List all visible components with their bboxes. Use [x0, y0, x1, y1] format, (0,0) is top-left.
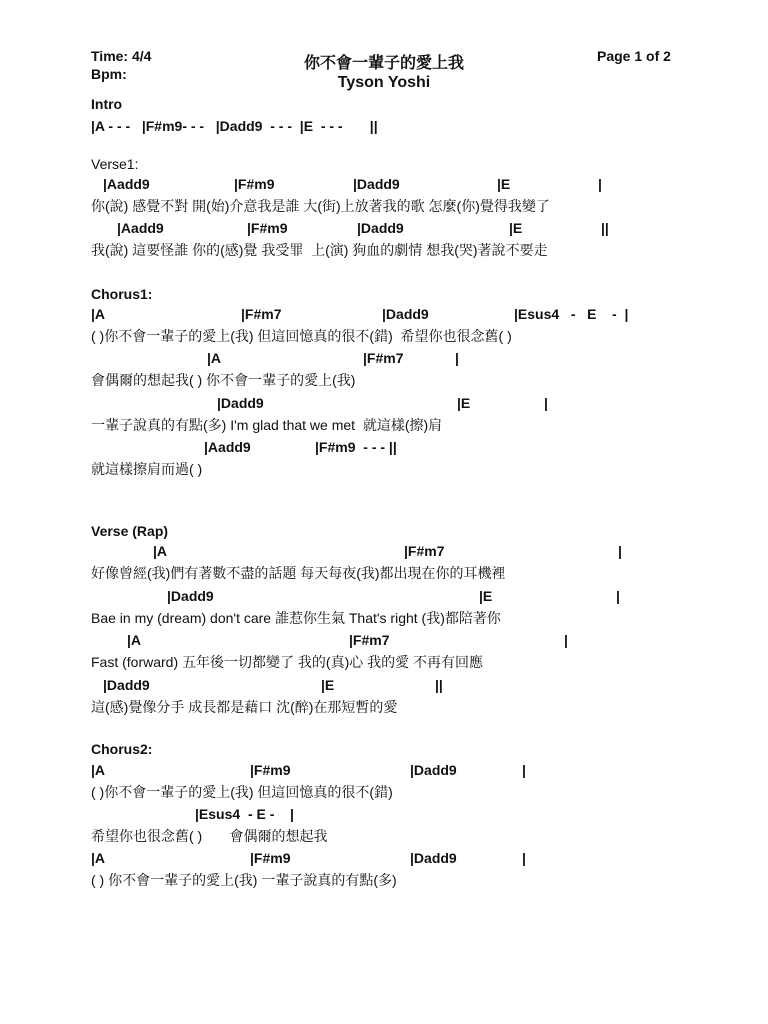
chord: |E: [457, 395, 471, 411]
lyric-line: Verse1:: [91, 156, 139, 172]
section-line: Intro: [91, 96, 123, 112]
section-line: |A - - - |F#m9- - - |Dadd9 - - - |E - - - ||: [91, 118, 378, 134]
chord: |F#m9: [234, 176, 275, 192]
chord: |F#m7: [349, 632, 390, 648]
chord-line: [91, 436, 751, 458]
chord: |Esus4 - E - |: [514, 306, 629, 322]
chord: |Esus4 - E - |: [195, 806, 294, 822]
chord-line: [91, 217, 751, 239]
chord: |Aadd9: [103, 176, 150, 192]
chord: |E: [321, 677, 335, 693]
chord-line: [91, 759, 751, 781]
chord: |F#m7: [363, 350, 404, 366]
chord: |A: [207, 350, 222, 366]
lyric-line: 這(感)覺像分手 成長都是藉口 沈(醉)在那短暫的愛: [91, 699, 398, 715]
lyric-line: 好像曾經(我)們有著數不盡的話題 每天每夜(我)都出現在你的耳機裡: [91, 565, 506, 581]
chord-line: [91, 629, 751, 651]
chord-line: [91, 303, 751, 325]
chord: |E: [479, 588, 493, 604]
chord: |: [618, 543, 622, 559]
chord-line: [91, 803, 751, 825]
song-title: 你不會一輩子的愛上我: [303, 55, 464, 72]
lyric-line: ( )你不會一輩子的愛上(我) 但這回憶真的很不(錯) 希望你也很念舊( ): [91, 328, 512, 344]
lyric-line: 會偶爾的想起我( ) 你不會一輩子的愛上(我): [91, 372, 356, 388]
chord: |A: [91, 306, 106, 322]
chord-line: [91, 585, 751, 607]
chord: |: [564, 632, 568, 648]
chord-line: [91, 847, 751, 869]
chord: |E: [509, 220, 523, 236]
chord: |Aadd9: [117, 220, 164, 236]
chord: |F#m9 - - - ||: [315, 439, 397, 455]
lyric-line: 就這樣擦肩而過( ): [91, 461, 203, 477]
time-signature: Time: 4/4: [91, 48, 152, 64]
chord: |A: [127, 632, 142, 648]
chord: |A: [153, 543, 168, 559]
chord: |Aadd9: [204, 439, 251, 455]
chord: |A: [91, 850, 106, 866]
chord: |F#m9: [250, 762, 291, 778]
bpm-label: Bpm:: [91, 66, 127, 82]
chord: ||: [601, 220, 609, 236]
chord: |Dadd9: [410, 762, 457, 778]
chord: |Dadd9: [357, 220, 404, 236]
chord: |A: [91, 762, 106, 778]
chord: ||: [435, 677, 443, 693]
chord: |: [455, 350, 459, 366]
chord: |F#m7: [404, 543, 445, 559]
chord: |: [544, 395, 548, 411]
chord-line: [91, 540, 751, 562]
lyric-line: ( )你不會一輩子的愛上(我) 但這回憶真的很不(錯): [91, 784, 393, 800]
chord: |Dadd9: [103, 677, 150, 693]
chord: |: [522, 850, 526, 866]
lyric-line: ( ) 你不會一輩子的愛上(我) 一輩子說真的有點(多): [91, 872, 397, 888]
lyric-line: 一輩子說真的有點(多) I'm glad that we met 就這樣(擦)肩: [91, 417, 443, 433]
chord: |E: [497, 176, 511, 192]
chord: |F#m9: [247, 220, 288, 236]
chord: |: [598, 176, 602, 192]
lyric-line: 希望你也很念舊( ) 會偶爾的想起我: [91, 828, 328, 844]
chord: |Dadd9: [167, 588, 214, 604]
lyric-line: 我(說) 這要怪誰 你的(感)覺 我受罪 上(演) 狗血的劇情 想我(哭)著說不要走: [91, 242, 548, 258]
chord: |: [522, 762, 526, 778]
section-line: Chorus2:: [91, 741, 153, 757]
chord-line: [91, 674, 751, 696]
lyric-line: 你(說) 感覺不對 開(始)介意我是誰 大(街)上放著我的歌 怎麼(你)覺得我變了: [91, 198, 550, 214]
chord: |: [616, 588, 620, 604]
artist-name: Tyson Yoshi: [337, 74, 431, 91]
chord: |Dadd9: [353, 176, 400, 192]
page-number: Page 1 of 2: [597, 48, 671, 64]
chord: |Dadd9: [382, 306, 429, 322]
chord-line: [91, 392, 751, 414]
lyric-line: Fast (forward) 五年後一切都變了 我的(真)心 我的愛 不再有回應: [91, 654, 484, 670]
chord-line: [91, 173, 751, 195]
section-line: Chorus1:: [91, 286, 153, 302]
chord: |F#m9: [250, 850, 291, 866]
chord: |Dadd9: [217, 395, 264, 411]
chord: |Dadd9: [410, 850, 457, 866]
chord: |F#m7: [241, 306, 282, 322]
lyric-line: Bae in my (dream) don't care 誰惹你生氣 That's right (我)都陪著你: [91, 610, 501, 626]
chord-line: [91, 347, 751, 369]
section-line: Verse (Rap): [91, 523, 169, 539]
